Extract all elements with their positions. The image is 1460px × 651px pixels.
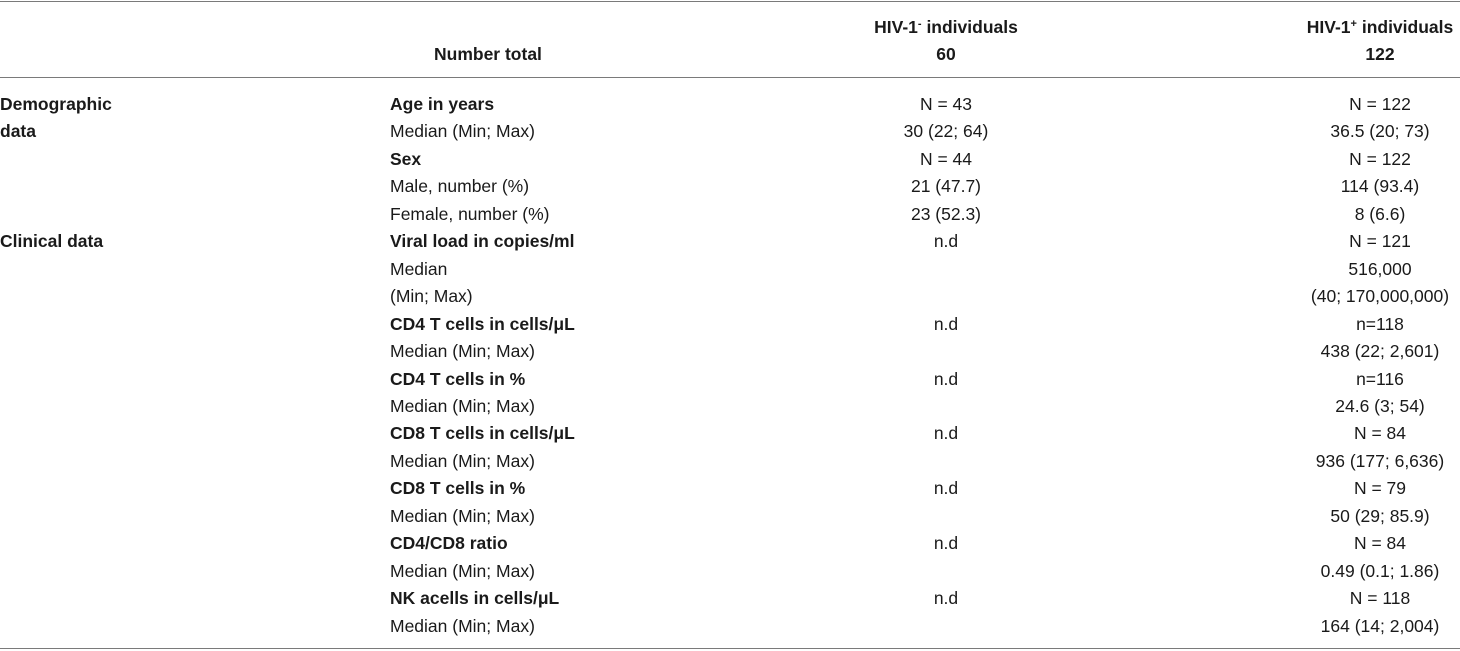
row-variable-label: Age in years [390, 94, 495, 114]
row-hiv-negative-value: N = 44 [919, 149, 973, 169]
row-variable-label: CD4 T cells in cells/μL [390, 314, 575, 334]
row-hiv-positive-value: 164 (14; 2,004) [1320, 616, 1440, 636]
row-hiv-positive-value: 114 (93.4) [1340, 176, 1420, 196]
row-hiv-positive-value: N = 122 [1349, 94, 1411, 114]
header-pos-sup: + [1350, 18, 1357, 30]
row-hiv-negative-value: n.d [933, 314, 959, 334]
row-hiv-positive-value: N = 118 [1349, 588, 1411, 608]
row-hiv-negative-value: n.d [933, 369, 959, 389]
row-hiv-negative-value: n.d [933, 533, 959, 553]
row-stat-label: Median (Min; Max) [390, 616, 535, 636]
row-stat-label: Male, number (%) [390, 176, 530, 196]
row-hiv-negative-value: n.d [933, 478, 959, 498]
row-hiv-positive-value: 936 (177; 6,636) [1315, 451, 1445, 471]
row-hiv-negative-value: n.d [933, 588, 959, 608]
row-hiv-positive-value: N = 121 [1349, 231, 1411, 251]
row-hiv-positive-value: 50 (29; 85.9) [1330, 506, 1430, 526]
row-hiv-positive-value: N = 84 [1353, 533, 1407, 553]
header-pos-name: HIV-1 [1306, 17, 1351, 37]
category-demographic: Demographic [0, 94, 112, 114]
row-hiv-positive-value: N = 84 [1353, 423, 1407, 443]
row-hiv-positive-value: 36.5 (20; 73) [1330, 121, 1430, 141]
row-hiv-positive-value: n=118 [1356, 314, 1404, 334]
header-neg-total: 60 [936, 44, 956, 64]
row-variable-label: CD4/CD8 ratio [390, 533, 508, 553]
row-hiv-positive-value: N = 122 [1349, 149, 1411, 169]
category-clinical: Clinical data [0, 231, 104, 251]
row-variable-label: Viral load in copies/ml [390, 231, 575, 251]
row-variable-label: Sex [390, 149, 422, 169]
header-pos-suffix: individuals [1356, 17, 1454, 37]
table-bottom-rule [0, 648, 1460, 649]
row-variable-label: CD4 T cells in % [390, 369, 526, 389]
header-number-total: Number total [434, 44, 542, 64]
row-variable-label: NK acells in cells/μL [390, 588, 560, 608]
row-stat-label: Female, number (%) [390, 204, 550, 224]
row-hiv-negative-value: n.d [933, 231, 959, 251]
row-hiv-negative-value: 23 (52.3) [910, 204, 982, 224]
row-variable-label: CD8 T cells in cells/μL [390, 423, 575, 443]
row-hiv-negative-value: n.d [933, 423, 959, 443]
row-hiv-positive-value: 438 (22; 2,601) [1320, 341, 1440, 361]
header-neg-suffix: individuals [921, 17, 1018, 37]
row-hiv-positive-value: 8 (6.6) [1354, 204, 1406, 224]
row-hiv-positive-value: 24.6 (3; 54) [1335, 396, 1425, 416]
row-hiv-negative-value: N = 43 [919, 94, 973, 114]
row-hiv-positive-value: N = 79 [1353, 478, 1407, 498]
row-stat-label: Median [390, 259, 448, 279]
row-stat-label: Median (Min; Max) [390, 451, 535, 471]
header-hiv-positive [1260, 17, 1460, 37]
row-stat-label: Median (Min; Max) [390, 561, 535, 581]
row-hiv-positive-value: (40; 170,000,000) [1310, 286, 1450, 306]
row-stat-label: (Min; Max) [390, 286, 473, 306]
row-variable-label: CD8 T cells in % [390, 478, 526, 498]
header-neg-name: HIV-1 [874, 17, 918, 37]
row-stat-label: Median (Min; Max) [390, 396, 535, 416]
header-neg-sup: - [917, 18, 922, 30]
header-pos-total: 122 [1365, 44, 1395, 64]
table-top-rule [0, 1, 1460, 2]
row-stat-label: Median (Min; Max) [390, 121, 535, 141]
category-demographic-cont: data [0, 121, 36, 141]
row-hiv-negative-value: 30 (22; 64) [903, 121, 989, 141]
row-stat-label: Median (Min; Max) [390, 341, 535, 361]
row-hiv-positive-value: n=116 [1356, 369, 1404, 389]
row-hiv-negative-value: 21 (47.7) [910, 176, 982, 196]
header-hiv-negative [826, 17, 1066, 37]
table-header-rule [0, 77, 1460, 78]
row-hiv-positive-value: 0.49 (0.1; 1.86) [1320, 561, 1440, 581]
row-stat-label: Median (Min; Max) [390, 506, 535, 526]
row-hiv-positive-value: 516,000 [1348, 259, 1412, 279]
